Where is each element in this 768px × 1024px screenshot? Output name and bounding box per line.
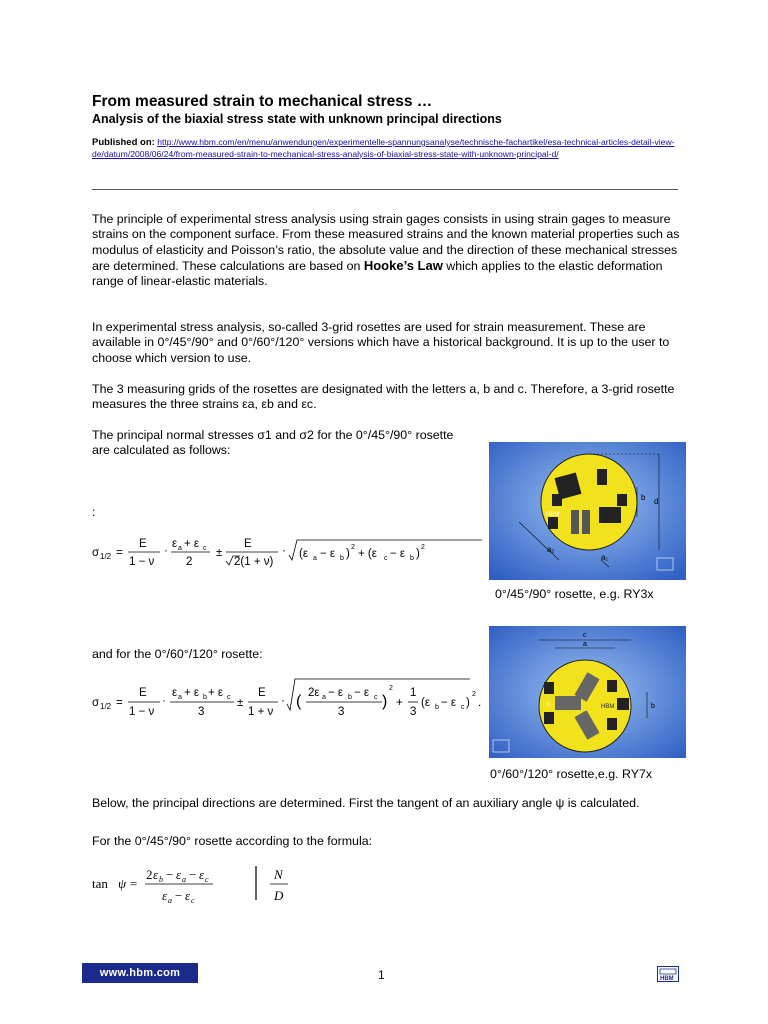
svg-text:2: 2 xyxy=(186,556,193,568)
page-number: 1 xyxy=(378,968,385,982)
paragraph-intro-text: The principle of experimental stress analysis using strain gages consists in using strain gages to measure strains on the component surface. From these measured strains and the known material properties such as modulus of elasticity and Poisson’s ratio, the absolute value and the direction of these mechanical stresses are determined. These calculations are based on xyxy=(92,212,680,273)
svg-text:− ε: − ε xyxy=(328,687,344,699)
svg-text:a: a xyxy=(313,555,317,562)
svg-text:1 + ν: 1 + ν xyxy=(248,706,274,718)
svg-text:3: 3 xyxy=(198,706,205,718)
svg-text:ε: ε xyxy=(162,888,168,903)
svg-text:1: 1 xyxy=(410,687,417,699)
svg-text:c: c xyxy=(583,632,587,639)
formula-45-svg xyxy=(92,528,482,578)
svg-text:±: ± xyxy=(237,697,244,709)
paragraph-principal-stresses: The principal normal stresses σ1 and σ2 for the 0°/45°/90° rosette are calculated as follows: xyxy=(92,428,454,458)
page-subtitle: Analysis of the biaxial stress state with unknown principal directions xyxy=(92,112,502,126)
footer-website-badge[interactable]: www.hbm.com xyxy=(82,963,198,983)
published-link[interactable]: http://www.hbm.com/en/menu/anwendungen/experimentelle-spannungsanalyse/technische-fachartikel/esa-technical-articles-detail-view-de/datum/2008/06/24/from-measured-strain-to-mechanical-stress-analysis-of-biaxial-stress-state-with-unknown-principal-d/ xyxy=(92,137,675,159)
svg-text:a: a xyxy=(178,545,182,552)
formula-tan-psi-svg xyxy=(92,862,302,906)
rosette-45-image xyxy=(489,442,686,580)
svg-text:D: D xyxy=(274,888,284,903)
svg-text:c: c xyxy=(203,545,207,552)
svg-text:1/2: 1/2 xyxy=(100,552,112,561)
published-label: Published on: xyxy=(92,137,155,148)
svg-text:HBM: HBM xyxy=(660,976,674,982)
svg-text:+: + xyxy=(396,697,403,709)
svg-text:b: b xyxy=(203,694,207,701)
svg-text:E: E xyxy=(139,538,147,550)
paragraph-intro xyxy=(92,212,682,289)
svg-text:2: 2 xyxy=(146,867,153,882)
svg-text:− ε: − ε xyxy=(354,687,370,699)
svg-text:HBM: HBM xyxy=(601,704,615,710)
svg-text:a: a xyxy=(583,641,587,648)
svg-text:1/2: 1/2 xyxy=(100,702,112,711)
caption-60-rosette: 0°/60°/120° rosette,e.g. RY7x xyxy=(490,767,653,781)
svg-text:a: a xyxy=(168,896,172,905)
svg-text:a: a xyxy=(178,694,182,701)
svg-text:·: · xyxy=(281,695,285,707)
svg-text:.: . xyxy=(478,697,482,709)
svg-text:2: 2 xyxy=(351,544,355,551)
svg-text:): ) xyxy=(416,548,420,560)
svg-text:− ε: − ε xyxy=(390,548,406,560)
svg-text:+ (ε: + (ε xyxy=(358,548,377,560)
svg-text:d: d xyxy=(654,497,659,506)
svg-text:+ ε: + ε xyxy=(184,687,200,699)
svg-text:·: · xyxy=(164,545,168,557)
paragraph-intro-tail: which applies to the elastic deformation range of linear-elastic materials. xyxy=(92,258,663,289)
svg-text:+ ε: + ε xyxy=(208,687,224,699)
formula-60-svg xyxy=(92,676,487,726)
svg-text:2(1 + ν): 2(1 + ν) xyxy=(234,556,274,568)
svg-text:1 − ν: 1 − ν xyxy=(129,556,155,568)
svg-text:): ) xyxy=(466,697,470,709)
svg-text:1 − ν: 1 − ν xyxy=(129,706,155,718)
svg-text:ε: ε xyxy=(172,687,178,699)
svg-text:c: c xyxy=(384,555,388,562)
svg-text:N: N xyxy=(274,867,283,882)
svg-text:=: = xyxy=(116,697,123,709)
svg-text:c: c xyxy=(461,704,465,711)
svg-text:b: b xyxy=(641,493,646,502)
svg-text:3: 3 xyxy=(410,706,417,718)
svg-text:a₂: a₂ xyxy=(547,545,555,554)
svg-text:− ε: − ε xyxy=(441,697,457,709)
svg-text:−: − xyxy=(166,867,174,882)
svg-text:2ε: 2ε xyxy=(308,687,320,699)
page-title: From measured strain to mechanical stress … xyxy=(92,93,433,110)
rosette-60-photo xyxy=(489,626,686,758)
svg-text:·: · xyxy=(162,695,166,707)
caption-45-rosette: 0°/45°/90° rosette, e.g. RY3x xyxy=(495,587,654,601)
hbm-logo-svg xyxy=(657,966,679,982)
svg-text:ψ: ψ xyxy=(118,876,127,891)
svg-text:ε: ε xyxy=(176,867,182,882)
svg-text:a: a xyxy=(322,694,326,701)
svg-text:ε: ε xyxy=(172,538,178,550)
svg-text:−: − xyxy=(189,867,197,882)
svg-text:3: 3 xyxy=(338,706,345,718)
svg-text:σ: σ xyxy=(92,547,100,559)
svg-text:b: b xyxy=(348,694,352,701)
svg-text:=: = xyxy=(116,547,123,559)
hookes-law-term: Hooke’s Law xyxy=(363,257,443,273)
svg-text:c: c xyxy=(227,694,231,701)
svg-text:±: ± xyxy=(216,547,223,559)
svg-text:ε: ε xyxy=(153,867,159,882)
svg-text:tan: tan xyxy=(92,876,108,891)
svg-text:(: ( xyxy=(296,693,302,710)
svg-text:E: E xyxy=(258,687,266,699)
svg-text:ε: ε xyxy=(199,867,205,882)
svg-text:=: = xyxy=(130,876,138,891)
svg-text:c: c xyxy=(374,694,378,701)
paragraph-grids: The 3 measuring grids of the rosettes are designated with the letters a, b and c. Therefore, a 3-grid rosette measures the three strains εa, εb and εc. xyxy=(92,382,675,412)
svg-text:2: 2 xyxy=(472,691,476,698)
svg-text:b: b xyxy=(410,555,414,562)
paragraph-principal-directions: Below, the principal directions are determined. First the tangent of an auxiliary angle ψ is calculated. xyxy=(92,796,640,810)
svg-text:): ) xyxy=(346,548,350,560)
svg-text:a₁: a₁ xyxy=(601,553,609,562)
rosette-60-image xyxy=(489,626,686,758)
svg-text:c: c xyxy=(191,896,195,905)
svg-text:b: b xyxy=(651,703,655,710)
svg-text:a: a xyxy=(182,875,186,884)
svg-text:(ε: (ε xyxy=(421,697,430,709)
svg-text:σ: σ xyxy=(92,697,100,709)
stray-colon: : xyxy=(92,505,96,519)
svg-text:2: 2 xyxy=(389,685,393,692)
formula-60-rosette xyxy=(92,676,487,726)
paragraph-45-formula-intro: For the 0°/45°/90° rosette according to the formula: xyxy=(92,834,373,848)
formula-tan-psi xyxy=(92,862,302,906)
header-divider xyxy=(92,189,678,190)
svg-text:−: − xyxy=(175,888,183,903)
paragraph-60-rosette: and for the 0°/60°/120° rosette: xyxy=(92,647,263,661)
rosette-45-photo xyxy=(489,442,686,580)
svg-text:+ ε: + ε xyxy=(184,538,200,550)
svg-text:): ) xyxy=(382,693,388,710)
svg-text:b: b xyxy=(340,555,344,562)
paragraph-rosettes: In experimental stress analysis, so-called 3-grid rosettes are used for strain measurement. These are available in 0°/45°/90° and 0°/60°/120° versions which have a historical background. It is up to the user to choose which version to use. xyxy=(92,320,670,365)
svg-text:·: · xyxy=(282,545,286,557)
svg-text:E: E xyxy=(244,538,252,550)
svg-text:c: c xyxy=(547,701,551,708)
svg-text:(ε: (ε xyxy=(299,548,308,560)
published-line xyxy=(92,137,682,160)
hbm-logo-icon xyxy=(657,966,679,982)
svg-text:ε: ε xyxy=(185,888,191,903)
svg-text:b: b xyxy=(159,875,163,884)
svg-text:b: b xyxy=(435,704,439,711)
svg-text:HBM: HBM xyxy=(546,512,560,518)
formula-45-rosette xyxy=(92,528,482,578)
svg-text:E: E xyxy=(139,687,147,699)
svg-text:− ε: − ε xyxy=(320,548,336,560)
svg-text:c: c xyxy=(205,875,209,884)
svg-text:2: 2 xyxy=(421,544,425,551)
